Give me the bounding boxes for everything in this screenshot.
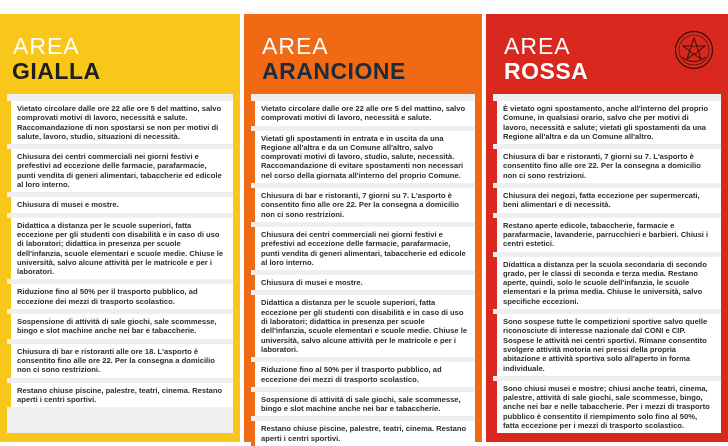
rule-item: Sono chiusi musei e mostre; chiusi anche teatri, cinema, palestre, attività di sale giochi, sale scommesse, bingo, anche nei bar e nelle tabaccherie. Per i mezzi di trasporto pubblico è consentito il riempimento solo fino al 50%, fatta eccezione per i mezzi di trasporto scolastico. [493,381,721,433]
panel-area-gialla [0,14,240,442]
zone-title: ROSSA [504,58,589,84]
rule-item: Restano chiuse piscine, palestre, teatri, cinema. Restano aperti i centri sportivi. [7,383,233,408]
panel-header-rossa [486,14,728,94]
rules-list-rossa [493,94,721,433]
area-label: AREA [504,33,571,59]
rule-item: Chiusura di musei e mostre. [251,275,475,290]
rule-item: Chiusura di bar e ristoranti, 7 giorni su 7. L'asporto è consentito fino alle ore 22. Per la consegna a domicilio non ci sono restrizioni. [251,188,475,222]
italian-republic-emblem-icon [674,30,714,70]
rule-item: Chiusura di musei e mostre. [7,197,233,212]
rule-item: È vietato ogni spostamento, anche all'interno del proprio Comune, in qualsiasi orario, salvo che per motivi di lavoro, necessità e salute; vietati gli spostamenti da una Regione all'altra e da un Comune all'altro. [493,101,721,144]
rule-item: Sospensione di attività di sale giochi, sale scommesse, bingo e slot machine anche nei bar e tabaccherie. [251,392,475,417]
rule-item: Sospensione di attività di sale giochi, sale scommesse, bingo e slot machine anche nei bar e tabaccherie. [7,314,233,339]
rule-item: Restano chiuse piscine, palestre, teatri, cinema. Restano aperti i centri sportivi. [251,421,475,446]
rule-item: Sono sospese tutte le competizioni sportive salvo quelle riconosciute di interesse nazionale dal CONI e CIP. Sospese le attività nei centri sportivi. Rimane consentito svolgere attività motoria nei pressi della propria abitazione e attività sportiva solo all'aperto in forma individuale. [493,314,721,376]
panel-header-arancione [244,14,482,94]
rule-item: Vietati gli spostamenti in entrata e in uscita da una Regione all'altra e da un Comune all'altro, salvo comprovati motivi di lavoro, studio, salute, necessità. Raccomandazione di evitare spostamenti non necessari nel corso della giornata all'interno del proprio Comune. [251,131,475,183]
panel-area-rossa [486,14,728,442]
panel-area-arancione [244,14,482,442]
rules-list-gialla [7,94,233,433]
rule-item: Chiusura dei centri commerciali nei giorni festivi e prefestivi ad eccezione delle farmacie, parafarmacie, punti vendita di generi alimentari, tabaccherie ed edicole al loro interno. [7,149,233,192]
zone-title: GIALLA [12,58,101,84]
rule-item: Restano aperte edicole, tabaccherie, farmacie e parafarmacie, lavanderie, parrucchieri e barbieri. Chiusi i centri estetici. [493,218,721,252]
rule-item: Vietato circolare dalle ore 22 alle ore 5 del mattino, salvo comprovati motivi di lavoro, necessità e salute. [251,101,475,126]
rule-item: Didattica a distanza per le scuole superiori, fatta eccezione per gli studenti con disabilità e in caso di uso di laboratori; didattica in presenza per scuole dell'infanzia, scuole elementari e scuole medie. Chiuse le università, salvo alcune attività per le matricole e per i laboratori. [251,295,475,357]
rule-item: Vietato circolare dalle ore 22 alle ore 5 del mattino, salvo comprovati motivi di lavoro, necessità e salute. Raccomandazione di non spostarsi se non per motivi di salute, lavoro, studio, situazioni di necessità. [7,101,233,144]
rule-item: Didattica a distanza per la scuola secondaria di secondo grado, per le classi di seconda e terza media. Restano aperte, quindi, solo le scuole dell'infanzia, le scuole elementari e la prima media. Chiuse le università, salvo specifiche eccezioni. [493,257,721,309]
rule-item: Chiusura di bar e ristoranti alle ore 18. L'asporto è consentito fino alle ore 22. Per la consegna a domicilio non ci sono restrizioni. [7,344,233,378]
rule-item: Didattica a distanza per le scuole superiori, fatta eccezione per gli studenti con disabilità e in caso di uso di laboratori; didattica in presenza per scuole dell'infanzia, scuole elementari e scuole medie. Chiuse le università, salvo alcune attività per le matricole e per i laboratori. [7,218,233,280]
rule-item: Riduzione fino al 50% per il trasporto pubblico, ad eccezione dei mezzi di trasporto scolastico. [251,362,475,387]
rule-item: Chiusura dei negozi, fatta eccezione per supermercati, beni alimentari e di necessità. [493,188,721,213]
rule-item: Chiusura dei centri commerciali nei giorni festivi e prefestivi ad eccezione delle farmacie, parafarmacie, punti vendita di generi alimentari, tabaccherie ed edicole al loro interno. [251,227,475,270]
rules-list-arancione [251,94,475,443]
rule-item: Chiusura di bar e ristoranti, 7 giorni su 7. L'asporto è consentito fino alle ore 22. Per la consegna a domicilio non ci sono restrizioni. [493,149,721,183]
area-label: AREA [262,33,329,59]
area-label: AREA [13,33,80,59]
zone-title: ARANCIONE [262,58,406,84]
rule-item: Riduzione fino al 50% per il trasporto pubblico, ad eccezione dei mezzi di trasporto scolastico. [7,284,233,309]
panel-header-gialla [0,14,240,94]
